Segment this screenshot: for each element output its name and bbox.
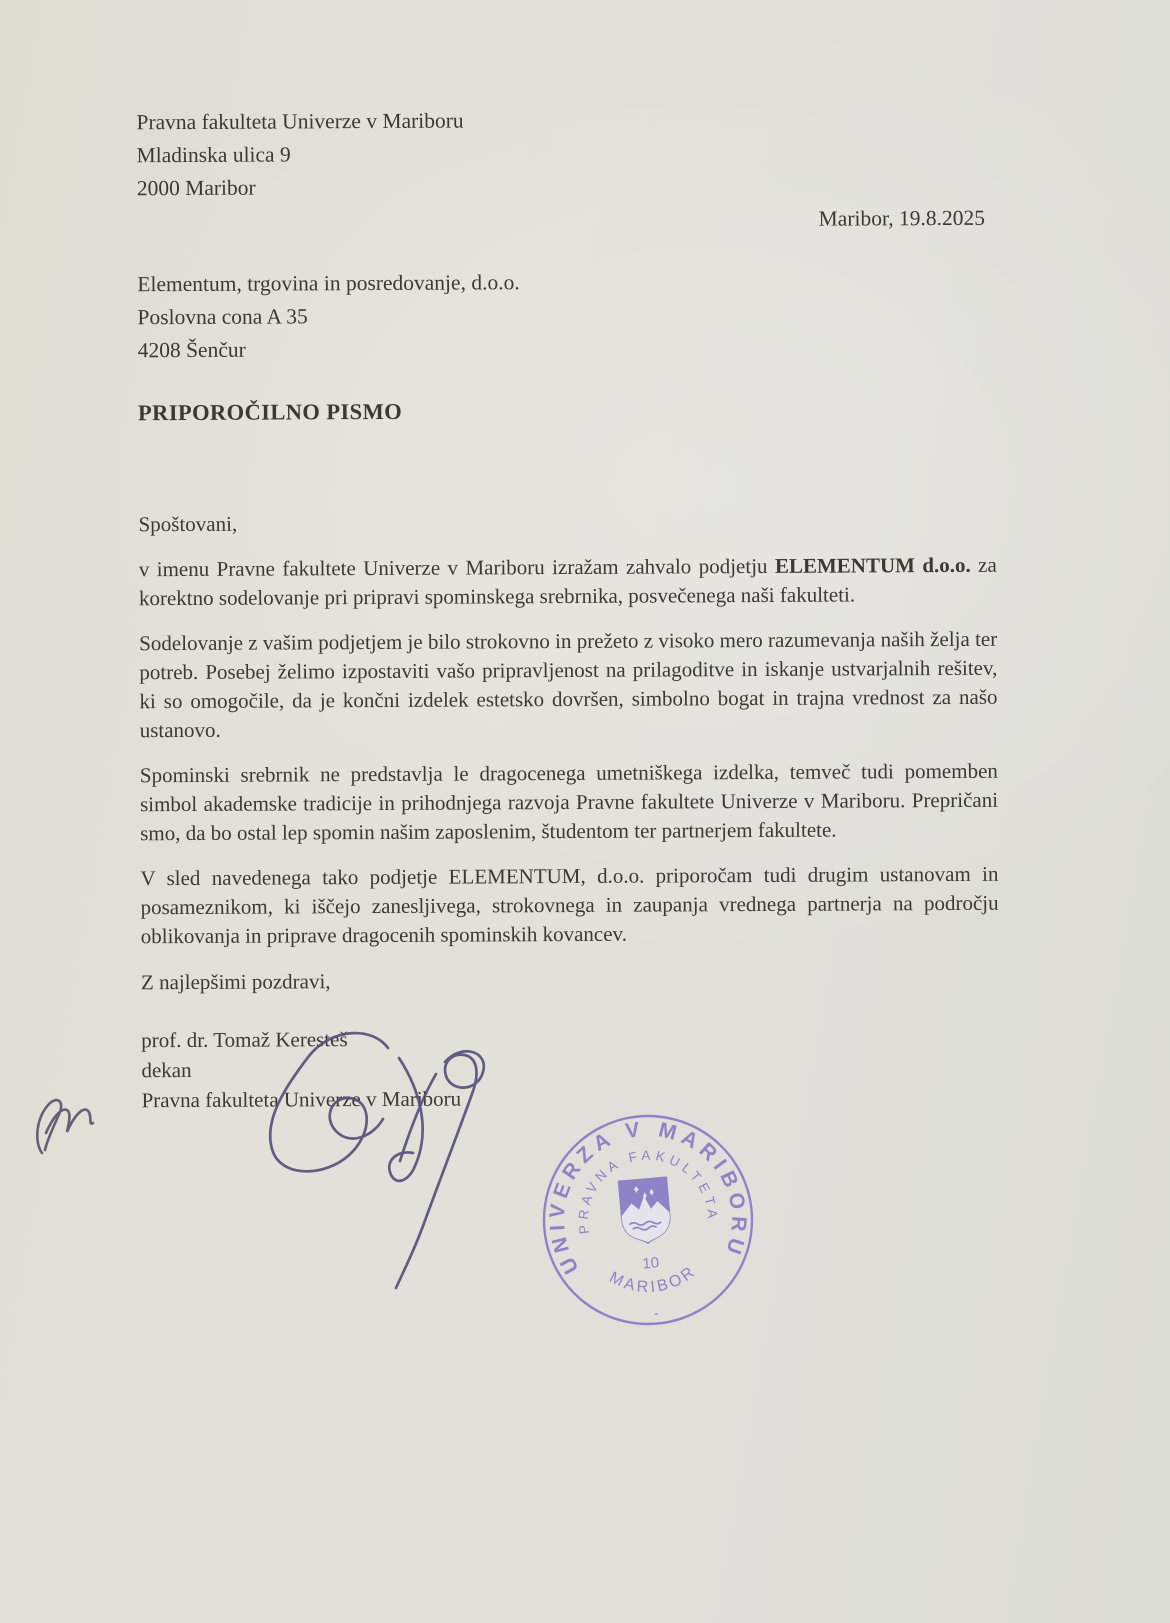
- paragraph-cooperation: Sodelovanje z vašim podjetjem je bilo strokovno in prežeto z visoko mero razumevanja naših želja ter potreb. Posebej želimo izpostaviti vašo pripravljenost na prilagoditve in iskanje ustvarjalnih rešitev, ki so omogočile, da je končni izdelek estetsko dovršen, simbolno bogat in trajna vrednost za našo ustanovo.: [139, 626, 998, 743]
- stamp-coat-of-arms: [619, 1177, 672, 1245]
- stamp-number: 10: [641, 1254, 660, 1273]
- company-name-bold: ELEMENTUM d.o.o.: [774, 552, 971, 578]
- paragraph-text: za korektno sodelovanje pri pripravi spominskega srebrnika, posvečenega naši fakulteti.: [138, 552, 997, 611]
- initials-ink: [20, 1070, 140, 1170]
- signature-name: prof. dr. Tomaž Keresteš: [141, 1027, 348, 1053]
- signature-role: dekan: [141, 1057, 192, 1083]
- signature-org: Pravna fakulteta Univerze v Mariboru: [141, 1086, 462, 1113]
- sender-address: [136, 102, 995, 205]
- recipient-address: [137, 264, 996, 367]
- stamp-dash-mark: -: [653, 1304, 660, 1321]
- recipient-line: 4208 Šenčur: [137, 337, 246, 363]
- sender-line: Mladinska ulica 9: [136, 142, 291, 168]
- closing-line: Z najlepšimi pozdravi,: [140, 969, 331, 995]
- date-line: Maribor, 19.8.2025: [818, 205, 986, 231]
- sender-line: 2000 Maribor: [136, 175, 256, 201]
- paragraph-text: v imenu Pravne fakultete Univerze v Mariboru izražam zahvalo podjetju: [138, 553, 775, 582]
- paragraph-thanks: [139, 551, 997, 613]
- university-stamp: [523, 1095, 772, 1344]
- letter-title: PRIPOROČILNO PISMO: [137, 398, 403, 426]
- paragraph-recommendation: V sled navedenega tako podjetje ELEMENTUM, d.o.o. priporočam tudi drugim ustanovam in posameznikom, ki iščejo zanesljivega, strokovnega in zaupanja vrednega partnerja na področju oblikovanja in priprave dragocenih spominskih kovancev.: [140, 861, 999, 949]
- stamp-city-text: MARIBOR: [606, 1262, 700, 1297]
- paragraph-coin-symbol: Spominski srebrnik ne predstavlja le dragocenega umetniškega izdelka, temveč tudi pomemben simbol akademske tradicije in prihodnjega razvoja Pravne fakultete Univerze v Mariboru. Prepričani smo, da bo ostal lep spomin našim zaposlenim, študentom ter partnerjem fakultete.: [139, 758, 999, 846]
- stamp-outer-text: UNIVERZA V MARIBORU: [545, 1117, 751, 1278]
- stamp-faculty-text: PRAVNA FAKULTETA: [575, 1147, 721, 1235]
- recipient-line: Elementum, trgovina in posredovanje, d.o.o.: [137, 270, 520, 297]
- recipient-line: Poslovna cona A 35: [137, 304, 308, 330]
- salutation: Spoštovani,: [138, 511, 238, 537]
- letter-content: [136, 0, 1000, 1115]
- signature-block: [141, 1021, 999, 1115]
- sender-line: Pravna fakulteta Univerze v Mariboru: [136, 108, 464, 135]
